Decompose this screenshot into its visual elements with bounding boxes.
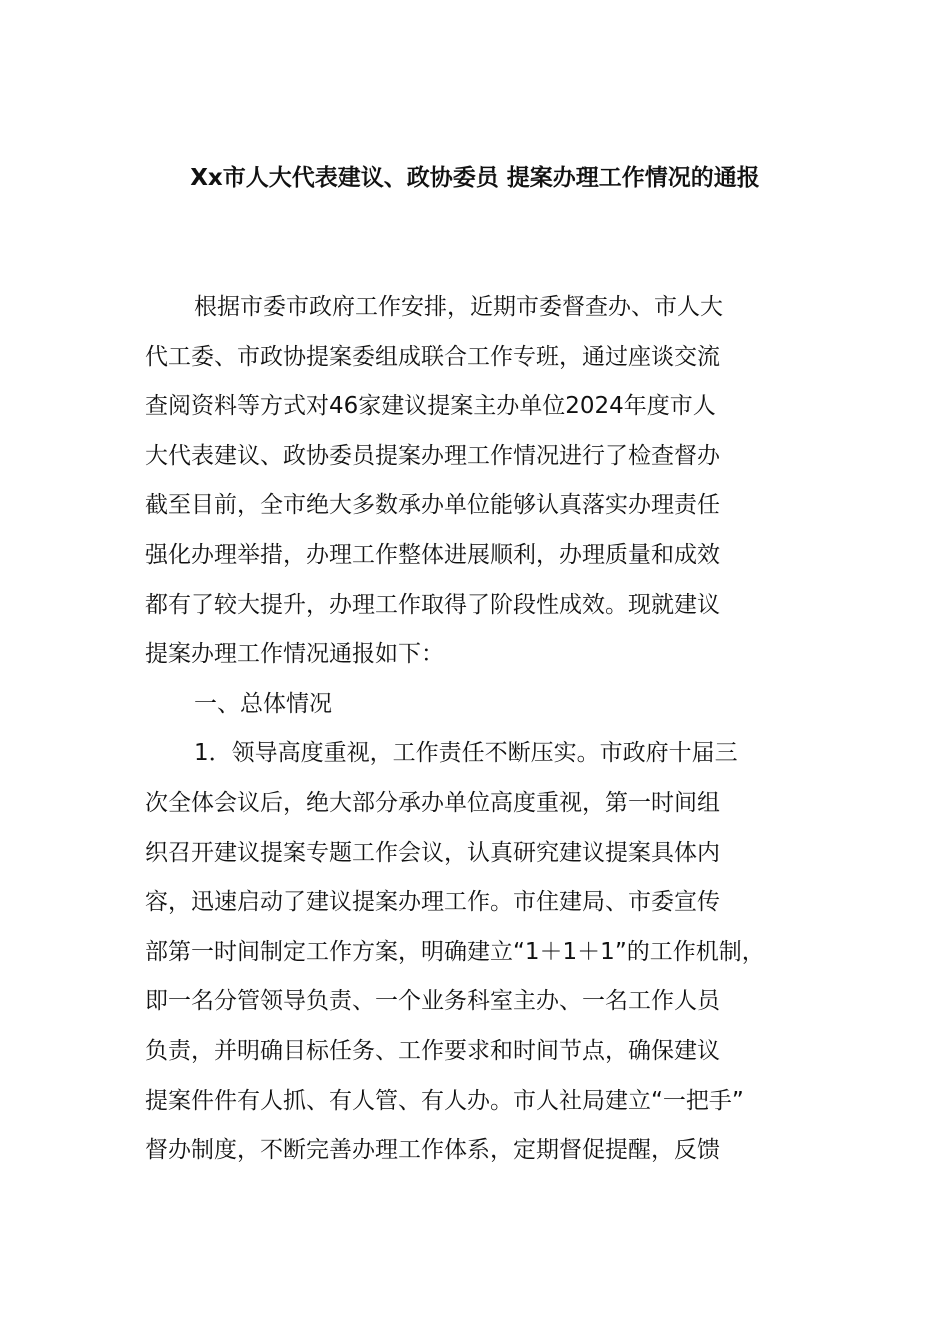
document-title: Xx市人大代表建议、政协委员 提案办理工作情况的通报 [190, 165, 760, 191]
paragraph-line: 即一名分管领导负责、一个业务科室主办、一名工作人员 [145, 988, 720, 1015]
paragraph-line: 代工委、市政协提案委组成联合工作专班，通过座谈交流 [145, 343, 720, 370]
paragraph-line: 都有了较大提升，办理工作取得了阶段性成效。现就建议 [145, 591, 720, 618]
paragraph-line: 次全体会议后，绝大部分承办单位高度重视，第一时间组 [145, 789, 720, 816]
paragraph-line: 提案件件有人抓、有人管、有人办。市人社局建立“一把手” [145, 1087, 744, 1114]
paragraph-line: 部第一时间制定工作方案，明确建立“1＋1＋1”的工作机制， [145, 938, 765, 965]
paragraph-line: 查阅资料等方式对46家建议提案主办单位2024年度市人 [145, 393, 716, 420]
document-body [145, 283, 845, 1176]
paragraph-line: 织召开建议提案专题工作会议，认真研究建议提案具体内 [145, 839, 720, 866]
paragraph-line: 督办制度，不断完善办理工作体系，定期督促提醒，反馈 [145, 1137, 720, 1164]
paragraph-line: 提案办理工作情况通报如下： [145, 641, 444, 668]
paragraph-line: 截至目前，全市绝大多数承办单位能够认真落实办理责任 [145, 492, 720, 519]
paragraph-line: 容，迅速启动了建议提案办理工作。市住建局、市委宣传 [145, 889, 720, 916]
paragraph-line: 强化办理举措，办理工作整体进展顺利，办理质量和成效 [145, 541, 720, 568]
paragraph-line: 根据市委市政府工作安排，近期市委督查办、市人大 [194, 294, 723, 320]
section-heading: 一、总体情况 [194, 690, 332, 717]
paragraph-line: 负责，并明确目标任务、工作要求和时间节点，确保建议 [145, 1037, 720, 1064]
paragraph-line: 1．领导高度重视，工作责任不断压实。市政府十届三 [194, 740, 738, 767]
paragraph-line: 大代表建议、政协委员提案办理工作情况进行了检查督办 [145, 442, 720, 469]
